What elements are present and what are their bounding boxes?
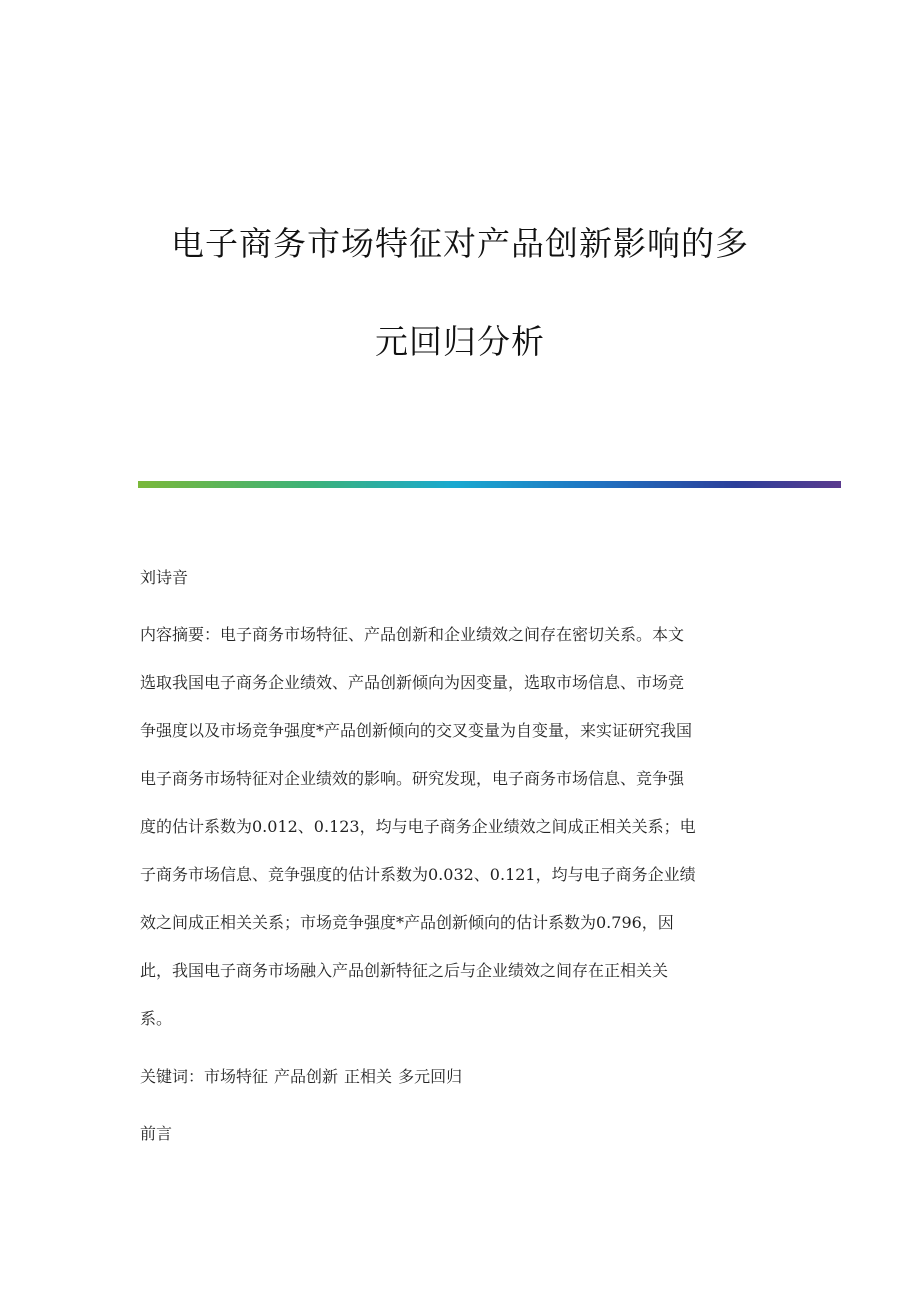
- abstract: [140, 623, 785, 1055]
- abstract-line: 争强度以及市场竞争强度*产品创新倾向的交叉变量为自变量，来实证研究我国: [140, 721, 693, 740]
- document-title-line-1: 电子商务市场特征对产品创新影响的多: [171, 224, 749, 263]
- abstract-line: 电子商务市场特征对企业绩效的影响。研究发现，电子商务市场信息、竞争强: [140, 769, 685, 788]
- abstract-line: 子商务市场信息、竞争强度的估计系数为0.032、0.121，均与电子商务企业绩: [140, 865, 696, 884]
- section-heading-foreword: 前言: [140, 1124, 173, 1143]
- keywords-line: [140, 1065, 780, 1089]
- abstract-line: 内容摘要：电子商务市场特征、产品创新和企业绩效之间存在密切关系。本文: [140, 625, 685, 644]
- keyword: 正相关: [344, 1067, 393, 1086]
- author-name: 刘诗音: [140, 568, 189, 587]
- keyword: 多元回归: [398, 1067, 463, 1086]
- abstract-line: 效之间成正相关关系；市场竞争强度*产品创新倾向的估计系数为0.796，因: [140, 913, 674, 932]
- abstract-line: 度的估计系数为0.012、0.123，均与电子商务企业绩效之间成正相关关系；电: [140, 817, 696, 836]
- gradient-divider: [138, 481, 841, 488]
- keyword: 产品创新: [274, 1067, 339, 1086]
- abstract-line: 系。: [140, 1009, 173, 1028]
- keywords-label: 关键词：: [140, 1067, 205, 1086]
- abstract-line: 此，我国电子商务市场融入产品创新特征之后与企业绩效之间存在正相关关: [140, 961, 669, 980]
- keyword: 市场特征: [204, 1067, 269, 1086]
- document-title-line-2: 元回归分析: [375, 322, 545, 361]
- abstract-line: 选取我国电子商务企业绩效、产品创新倾向为因变量，选取市场信息、市场竞: [140, 673, 685, 692]
- abstract-label: 内容摘要：: [140, 625, 221, 644]
